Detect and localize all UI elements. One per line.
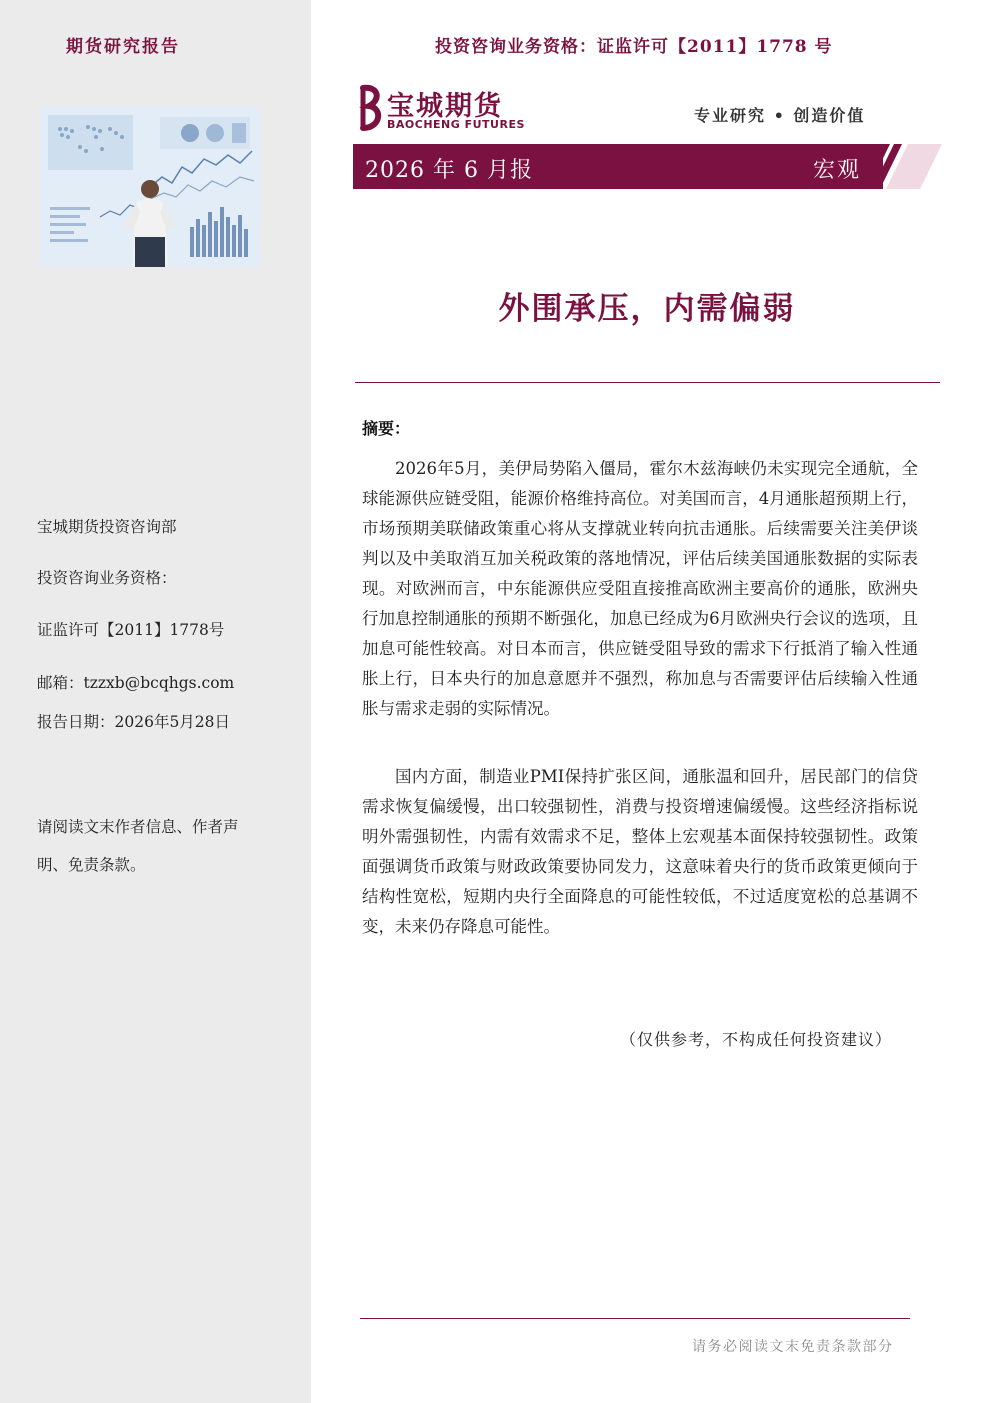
qualification-label: 投资咨询业务资格： xyxy=(37,569,177,587)
abstract-label: 摘要： xyxy=(362,419,411,438)
logo-mark-icon xyxy=(355,84,385,132)
title-divider xyxy=(355,382,940,383)
company-logo xyxy=(355,84,525,132)
department-name: 宝城期货投资咨询部 xyxy=(37,518,177,536)
license-number: 证监许可【2011】1778号 xyxy=(37,621,225,639)
hero-illustration xyxy=(40,107,260,267)
report-title: 外围承压，内需偏弱 xyxy=(498,291,796,327)
sidebar xyxy=(0,0,311,1403)
report-banner xyxy=(353,144,883,189)
report-period: 2026 年 6 月报 xyxy=(365,158,533,183)
banner-stripes xyxy=(862,144,942,189)
slogan: 专业研究 • 创造价值 xyxy=(694,106,866,125)
logo-chinese: 宝城期货 xyxy=(387,91,503,122)
report-category: 宏观 xyxy=(813,158,862,183)
report-date: 报告日期：2026年5月28日 xyxy=(37,713,231,731)
hero-image xyxy=(40,107,260,267)
notice-line-1: 请阅读文末作者信息、作者声 xyxy=(37,818,239,836)
header-qualification: 投资咨询业务资格：证监许可【2011】1778 号 xyxy=(435,37,833,57)
footer-divider xyxy=(360,1318,910,1319)
notice-line-2: 明、免责条款。 xyxy=(37,856,146,874)
abstract-paragraph-1: 2026年5月，美伊局势陷入僵局，霍尔木兹海峡仍未实现完全通航，全球能源供应链受阻，能源价格维持高位。对美国而言，4月通胀超预期上行，市场预期美联储政策重心将从支撑就业转向抗击通胀。后续需要关注美伊谈判以及中美取消互加关税政策的落地情况，评估后续美国通胀数据的实际表现。对欧洲而言，中东能源供应受阻直接推高欧洲主要高价的通胀，欧洲央行加息控制通胀的预期不断强化，加息已经成为6月欧洲央行会议的选项，且加息可能性较高。对日本而言，供应链受阻导致的需求下行抵消了输入性通胀上行，日本央行的加息意愿并不强烈，称加息与否需要评估后续输入性通胀与需求走弱的实际情况。 xyxy=(362,459,918,718)
sidebar-report-type: 期货研究报告 xyxy=(66,37,180,57)
investment-disclaimer: （仅供参考，不构成任何投资建议） xyxy=(620,1030,893,1049)
logo-english: BAOCHENG FUTURES xyxy=(387,118,525,131)
abstract-paragraph-2: 国内方面，制造业PMI保持扩张区间，通胀温和回升，居民部门的信贷需求恢复偏缓慢，出口较强韧性，消费与投资增速偏缓慢。这些经济指标说明外需强韧性，内需有效需求不足，整体上宏观基本面保持较强韧性。政策面强调货币政策与财政政策要协同发力，这意味着央行的货币政策更倾向于结构性宽松，短期内央行全面降息的可能性较低，不过适度宽松的总基调不变，未来仍存降息可能性。 xyxy=(362,767,918,936)
footer-notice: 请务必阅读文末免责条款部分 xyxy=(692,1339,894,1355)
contact-email[interactable]: 邮箱：tzzxb@bcqhgs.com xyxy=(37,674,235,692)
